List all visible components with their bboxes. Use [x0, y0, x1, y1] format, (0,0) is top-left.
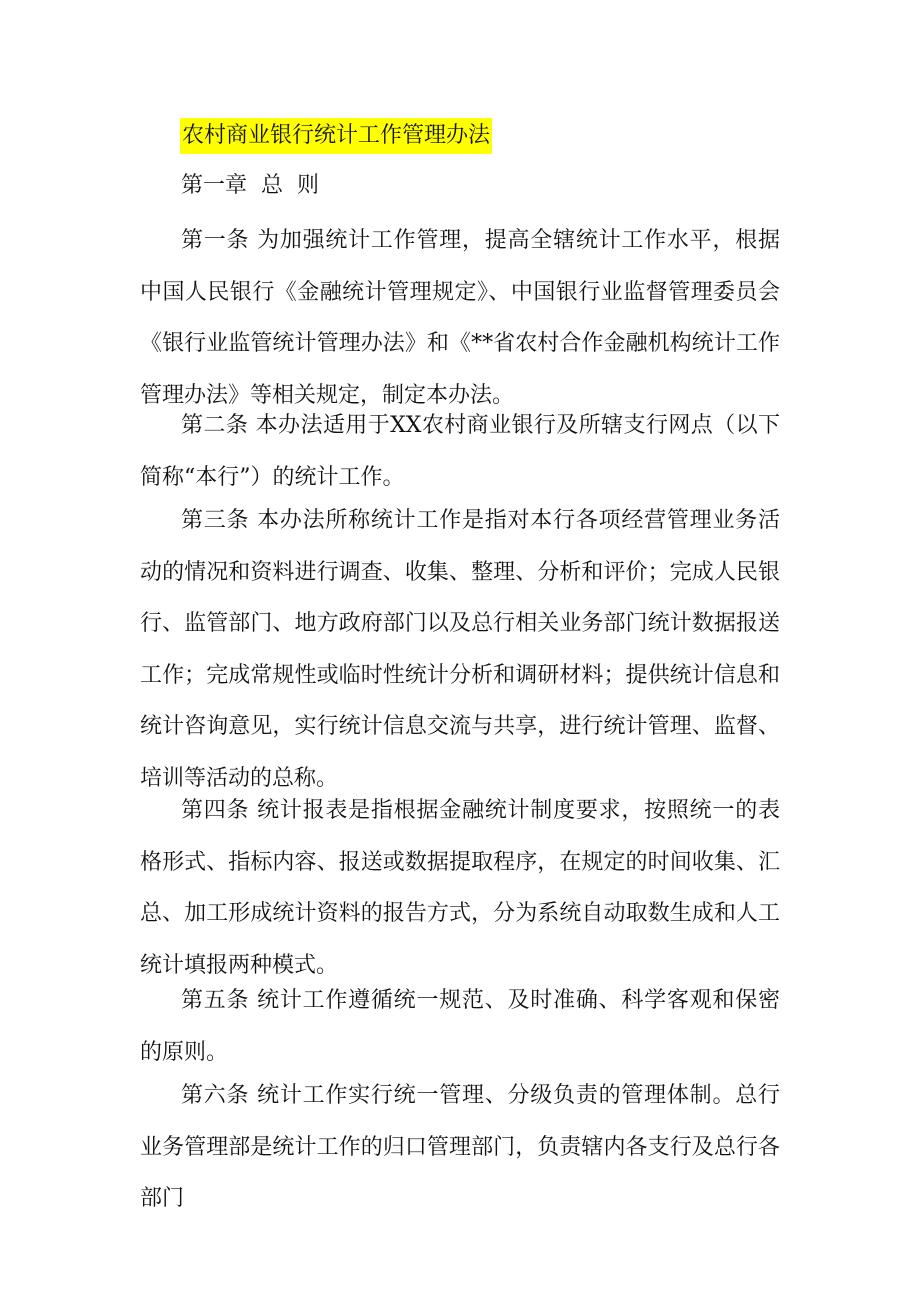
- chapter-heading: 第一章 总 则: [181, 173, 319, 198]
- article-3: 第三条 本办法所称统计工作是指对本行各项经营管理业务活动的情况和资料进行调查、收集、整理、分析和评价；完成人民银行、监管部门、地方政府部门以及总行相关业务部门统计数据报送工作；完成常规性或临时性统计分析和调研材料；提供统计信息和统计咨询意见，实行统计信息交流与共享，进行统计管理、监督、培训等活动的总称。: [140, 508, 780, 791]
- article-2: 第二条 本办法适用于XX农村商业银行及所辖支行网点（以下简称“本行”）的统计工作。: [140, 413, 780, 490]
- article-6: 第六条 统计工作实行统一管理、分级负责的管理体制。总行业务管理部是统计工作的归口管理部门，负责辖内各支行及总行各部门: [140, 1083, 780, 1211]
- article-5: 第五条 统计工作遵循统一规范、及时准确、科学客观和保密的原则。: [140, 988, 780, 1065]
- document-title: 农村商业银行统计工作管理办法: [180, 118, 492, 154]
- article-4: 第四条 统计报表是指根据金融统计制度要求，按照统一的表格形式、指标内容、报送或数据提取程序，在规定的时间收集、汇总、加工形成统计资料的报告方式，分为系统自动取数生成和人工统计填报两种模式。: [140, 798, 780, 978]
- article-1: 第一条 为加强统计工作管理，提高全辖统计工作水平，根据中国人民银行《金融统计管理规定》、中国银行业监督管理委员会《银行业监管统计管理办法》和《**省农村合作金融机构统计工作管理办法》等相关规定，制定本办法。: [140, 228, 780, 408]
